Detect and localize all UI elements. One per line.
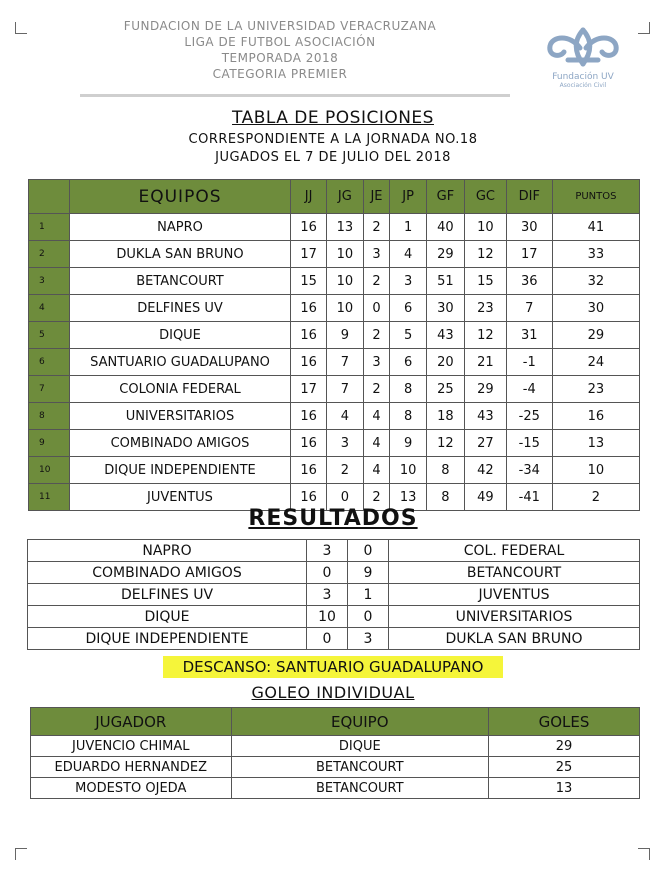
home-team-cell: DIQUE INDEPENDIENTE [28, 628, 307, 650]
jg-cell: 13 [327, 214, 363, 241]
column-header-goles: GOLES [489, 708, 640, 736]
jp-cell: 8 [390, 376, 426, 403]
gc-cell: 21 [465, 349, 507, 376]
header-line: FUNDACION DE LA UNIVERSIDAD VERACRUZANA [123, 19, 437, 33]
away-score-cell: 0 [348, 540, 389, 562]
team-cell: DELFINES UV [70, 295, 291, 322]
je-cell: 2 [363, 268, 390, 295]
dif-cell: 36 [506, 268, 552, 295]
standings-row [29, 403, 640, 430]
result-row [28, 540, 640, 562]
jj-cell: 16 [291, 322, 327, 349]
away-team-cell: UNIVERSITARIOS [389, 606, 640, 628]
scorer-row [31, 778, 640, 799]
logo-subtext: Asociación Civil [559, 82, 607, 89]
gf-cell: 18 [426, 403, 464, 430]
player-name-cell: MODESTO OJEDA [31, 778, 232, 799]
jj-cell: 17 [291, 241, 327, 268]
home-team-cell: DELFINES UV [28, 584, 307, 606]
player-goals-cell: 25 [489, 757, 640, 778]
je-cell: 2 [363, 376, 390, 403]
jp-cell: 1 [390, 214, 426, 241]
je-cell: 2 [363, 322, 390, 349]
crop-mark-top-right [638, 22, 650, 34]
home-team-cell: COMBINADO AMIGOS [28, 562, 307, 584]
crop-mark-bottom-left [15, 848, 27, 860]
crop-mark-bottom-right [638, 848, 650, 860]
player-name-cell: EDUARDO HERNANDEZ [31, 757, 232, 778]
puntos-cell: 2 [552, 484, 639, 511]
jg-cell: 0 [327, 484, 363, 511]
je-cell: 0 [363, 295, 390, 322]
jg-cell: 10 [327, 241, 363, 268]
standings-row [29, 214, 640, 241]
team-cell: UNIVERSITARIOS [70, 403, 291, 430]
column-header-jugador: JUGADOR [31, 708, 232, 736]
player-name-cell: JUVENCIO CHIMAL [31, 736, 232, 757]
gf-cell: 25 [426, 376, 464, 403]
position-cell: 8 [29, 403, 70, 430]
position-cell: 3 [29, 268, 70, 295]
column-header-je: JE [363, 180, 390, 214]
gf-cell: 8 [426, 484, 464, 511]
column-header-gf: GF [426, 180, 464, 214]
away-team-cell: COL. FEDERAL [389, 540, 640, 562]
standings-row [29, 241, 640, 268]
puntos-cell: 24 [552, 349, 639, 376]
gc-cell: 23 [465, 295, 507, 322]
column-header-gc: GC [465, 180, 507, 214]
column-header-puntos: PUNTOS [552, 180, 639, 214]
gf-cell: 29 [426, 241, 464, 268]
dif-cell: -4 [506, 376, 552, 403]
team-cell: JUVENTUS [70, 484, 291, 511]
home-score-cell: 0 [307, 562, 348, 584]
goleo-title: GOLEO INDIVIDUAL [251, 683, 415, 702]
home-team-cell: NAPRO [28, 540, 307, 562]
gf-cell: 8 [426, 457, 464, 484]
puntos-cell: 10 [552, 457, 639, 484]
home-team-cell: DIQUE [28, 606, 307, 628]
column-header-jp: JP [390, 180, 426, 214]
player-goals-cell: 29 [489, 736, 640, 757]
position-cell: 10 [29, 457, 70, 484]
jg-cell: 10 [327, 295, 363, 322]
je-cell: 4 [363, 457, 390, 484]
je-cell: 3 [363, 349, 390, 376]
jp-cell: 13 [390, 484, 426, 511]
jj-cell: 16 [291, 349, 327, 376]
away-score-cell: 3 [348, 628, 389, 650]
home-score-cell: 3 [307, 584, 348, 606]
header-divider [80, 94, 510, 97]
page-subtitle-jornada: CORRESPONDIENTE A LA JORNADA NO.18 [188, 132, 478, 147]
position-cell: 9 [29, 430, 70, 457]
je-cell: 3 [363, 241, 390, 268]
fundacion-uv-logo [538, 26, 628, 94]
results-table [27, 539, 640, 650]
standings-row [29, 322, 640, 349]
dif-cell: -1 [506, 349, 552, 376]
away-team-cell: BETANCOURT [389, 562, 640, 584]
result-row [28, 562, 640, 584]
dif-cell: 31 [506, 322, 552, 349]
away-team-cell: JUVENTUS [389, 584, 640, 606]
player-team-cell: DIQUE [231, 736, 488, 757]
player-goals-cell: 13 [489, 778, 640, 799]
gc-cell: 49 [465, 484, 507, 511]
jj-cell: 15 [291, 268, 327, 295]
dif-cell: 17 [506, 241, 552, 268]
header-line: CATEGORIA PREMIER [212, 67, 348, 81]
gc-cell: 12 [465, 241, 507, 268]
jp-cell: 6 [390, 295, 426, 322]
gf-cell: 30 [426, 295, 464, 322]
fleur-de-lis-icon [540, 26, 626, 68]
column-header-equipos: EQUIPOS [70, 180, 291, 214]
scorers-table [30, 707, 640, 799]
header-line: TEMPORADA 2018 [221, 51, 339, 65]
jg-cell: 7 [327, 376, 363, 403]
home-score-cell: 0 [307, 628, 348, 650]
column-header-jj: JJ [291, 180, 327, 214]
away-score-cell: 1 [348, 584, 389, 606]
standings-row [29, 430, 640, 457]
standings-row [29, 457, 640, 484]
jj-cell: 16 [291, 457, 327, 484]
header-line: LIGA DE FUTBOL ASOCIACIÓN [184, 35, 376, 49]
jp-cell: 4 [390, 241, 426, 268]
puntos-cell: 29 [552, 322, 639, 349]
jj-cell: 16 [291, 295, 327, 322]
jg-cell: 9 [327, 322, 363, 349]
team-cell: DIQUE INDEPENDIENTE [70, 457, 291, 484]
dif-cell: -34 [506, 457, 552, 484]
team-cell: COMBINADO AMIGOS [70, 430, 291, 457]
player-team-cell: BETANCOURT [231, 757, 488, 778]
puntos-cell: 32 [552, 268, 639, 295]
team-cell: DIQUE [70, 322, 291, 349]
jg-cell: 4 [327, 403, 363, 430]
puntos-cell: 30 [552, 295, 639, 322]
team-cell: DUKLA SAN BRUNO [70, 241, 291, 268]
standings-row [29, 376, 640, 403]
gc-cell: 42 [465, 457, 507, 484]
result-row [28, 584, 640, 606]
away-score-cell: 9 [348, 562, 389, 584]
jg-cell: 10 [327, 268, 363, 295]
position-cell: 1 [29, 214, 70, 241]
away-team-cell: DUKLA SAN BRUNO [389, 628, 640, 650]
je-cell: 2 [363, 484, 390, 511]
logo-text: Fundación UV [552, 72, 614, 82]
jj-cell: 16 [291, 214, 327, 241]
descanso-banner: DESCANSO: SANTUARIO GUADALUPANO [163, 656, 503, 678]
jg-cell: 7 [327, 349, 363, 376]
position-cell: 6 [29, 349, 70, 376]
position-cell: 7 [29, 376, 70, 403]
dif-cell: -15 [506, 430, 552, 457]
dif-cell: -41 [506, 484, 552, 511]
scorers-header-row [31, 708, 640, 736]
standings-header-row [29, 180, 640, 214]
jp-cell: 8 [390, 403, 426, 430]
away-score-cell: 0 [348, 606, 389, 628]
jp-cell: 5 [390, 322, 426, 349]
gf-cell: 40 [426, 214, 464, 241]
team-cell: BETANCOURT [70, 268, 291, 295]
column-header-equipo: EQUIPO [231, 708, 488, 736]
gc-cell: 12 [465, 322, 507, 349]
results-title: RESULTADOS [248, 506, 418, 531]
column-header-position [29, 180, 70, 214]
team-cell: SANTUARIO GUADALUPANO [70, 349, 291, 376]
position-cell: 2 [29, 241, 70, 268]
player-team-cell: BETANCOURT [231, 778, 488, 799]
standings-table [28, 179, 640, 511]
position-cell: 11 [29, 484, 70, 511]
puntos-cell: 23 [552, 376, 639, 403]
document-header [100, 18, 460, 82]
puntos-cell: 13 [552, 430, 639, 457]
jg-cell: 2 [327, 457, 363, 484]
je-cell: 2 [363, 214, 390, 241]
jp-cell: 6 [390, 349, 426, 376]
position-cell: 5 [29, 322, 70, 349]
gc-cell: 10 [465, 214, 507, 241]
jj-cell: 16 [291, 484, 327, 511]
scorer-row [31, 757, 640, 778]
standings-row [29, 268, 640, 295]
puntos-cell: 16 [552, 403, 639, 430]
je-cell: 4 [363, 403, 390, 430]
gf-cell: 43 [426, 322, 464, 349]
gf-cell: 12 [426, 430, 464, 457]
jj-cell: 17 [291, 376, 327, 403]
gc-cell: 27 [465, 430, 507, 457]
gc-cell: 29 [465, 376, 507, 403]
puntos-cell: 41 [552, 214, 639, 241]
gf-cell: 51 [426, 268, 464, 295]
result-row [28, 628, 640, 650]
crop-mark-top-left [15, 22, 27, 34]
standings-row [29, 295, 640, 322]
jg-cell: 3 [327, 430, 363, 457]
page-subtitle-date: JUGADOS EL 7 DE JULIO DEL 2018 [215, 150, 451, 165]
jj-cell: 16 [291, 430, 327, 457]
jp-cell: 9 [390, 430, 426, 457]
scorer-row [31, 736, 640, 757]
home-score-cell: 3 [307, 540, 348, 562]
position-cell: 4 [29, 295, 70, 322]
team-cell: NAPRO [70, 214, 291, 241]
jp-cell: 10 [390, 457, 426, 484]
dif-cell: 30 [506, 214, 552, 241]
home-score-cell: 10 [307, 606, 348, 628]
standings-row [29, 349, 640, 376]
jj-cell: 16 [291, 403, 327, 430]
gc-cell: 43 [465, 403, 507, 430]
je-cell: 4 [363, 430, 390, 457]
gc-cell: 15 [465, 268, 507, 295]
page-title: TABLA DE POSICIONES [232, 108, 434, 128]
column-header-dif: DIF [506, 180, 552, 214]
column-header-jg: JG [327, 180, 363, 214]
puntos-cell: 33 [552, 241, 639, 268]
result-row [28, 606, 640, 628]
team-cell: COLONIA FEDERAL [70, 376, 291, 403]
gf-cell: 20 [426, 349, 464, 376]
dif-cell: 7 [506, 295, 552, 322]
jp-cell: 3 [390, 268, 426, 295]
dif-cell: -25 [506, 403, 552, 430]
